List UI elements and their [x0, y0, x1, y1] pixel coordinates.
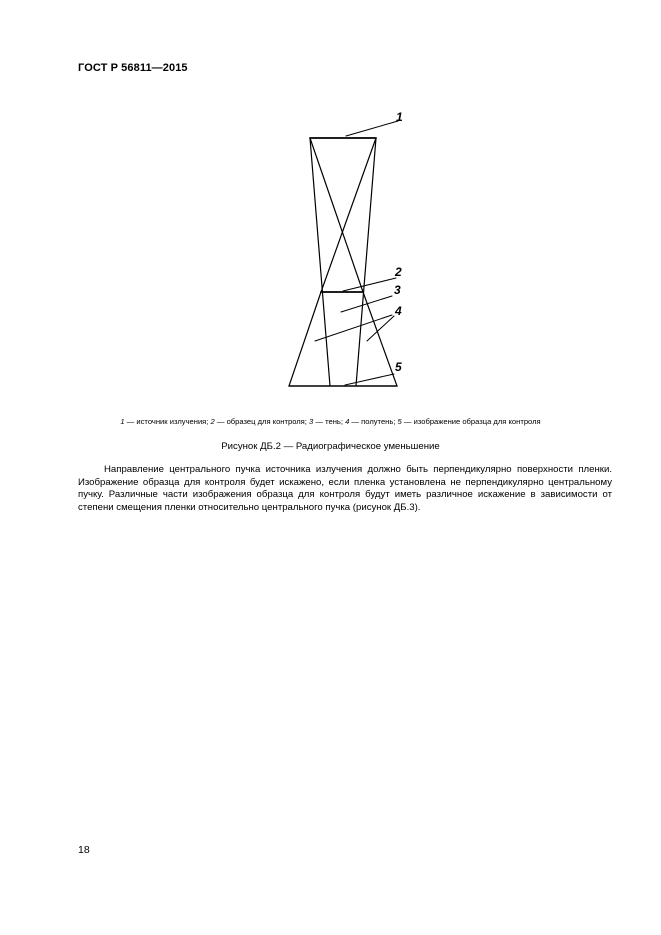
legend-sep-4: — — [349, 417, 362, 426]
legend-text-1: источник излучения; — [136, 417, 211, 426]
legend-sep-5: — — [401, 417, 414, 426]
ray-left-cross — [310, 138, 363, 292]
legend-sep-2: — — [214, 417, 227, 426]
ray-right-outer — [363, 292, 397, 386]
figure-legend — [60, 417, 601, 426]
legend-num-1: 1 — [120, 417, 125, 426]
body-text: Направление центрального пучка источника излучения должно быть перпендикулярно поверхности пленки. Изображение образца для контроля будет искажено, если пленка установлена не перпендикулярно центральному пучку. Различные части изображения образца для контроля будут иметь различное искажение в зависимости от степени смещения пленки относительно центрального пучка (рисунок ДБ.3). — [78, 464, 612, 513]
leader-1 — [346, 121, 398, 136]
ray-left-inner — [310, 138, 330, 386]
legend-num-5: 5 — [397, 417, 402, 426]
figure-label-5: 5 — [395, 360, 402, 374]
legend-num-3: 3 — [309, 417, 314, 426]
figure-title: Рисунок ДБ.2 — Радиографическое уменьшение — [221, 441, 440, 452]
leader-3 — [341, 296, 392, 312]
legend-text-2: образец для контроля; — [226, 417, 310, 426]
figure-label-1: 1 — [396, 110, 403, 124]
legend-num-2: 2 — [210, 417, 215, 426]
document-header: ГОСТ Р 56811—2015 — [78, 62, 188, 74]
body-paragraph — [78, 464, 612, 514]
ray-right-inner — [356, 138, 376, 386]
figure-label-2: 2 — [395, 265, 402, 279]
page-number: 18 — [78, 844, 90, 856]
figure-label-3: 3 — [394, 283, 401, 297]
ray-right-cross — [321, 138, 376, 292]
legend-text-5: изображение образца для контроля — [413, 417, 541, 426]
legend-sep-3: — — [313, 417, 326, 426]
legend-text-4: полутень; — [361, 417, 398, 426]
legend-sep-1: — — [124, 417, 137, 426]
ray-left-outer — [289, 292, 321, 386]
figure-label-4: 4 — [395, 304, 402, 318]
leader-4b — [367, 316, 394, 341]
leader-5 — [345, 374, 394, 385]
legend-num-4: 4 — [345, 417, 350, 426]
leader-2 — [343, 278, 396, 291]
legend-text-3: тень; — [325, 417, 346, 426]
